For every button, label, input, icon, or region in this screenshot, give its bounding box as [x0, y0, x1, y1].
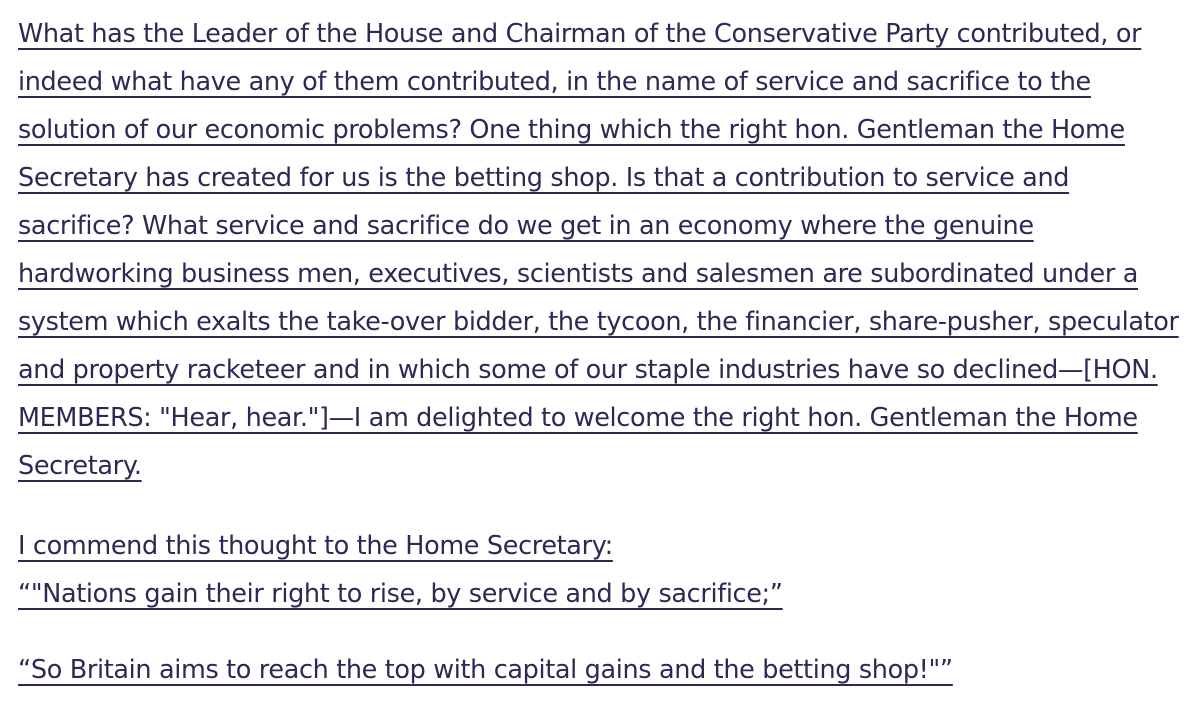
speech-paragraph-quote-2 — [18, 646, 1188, 694]
quote-line-1-link[interactable]: “"Nations gain their right to rise, by service and by sacrifice;” — [18, 579, 783, 609]
speech-text — [18, 10, 1188, 694]
speech-paragraph-main — [18, 10, 1188, 490]
speech-paragraph-main-link[interactable]: What has the Leader of the House and Chairman of the Conservative Party contributed, or indeed what have any of them contributed, in the name of service and sacrifice to the solution of our economic problems? One thing which the right hon. Gentleman the Home Secretary has created for us is the betting shop. Is that a contribution to service and sacrifice? What service and sacrifice do we get in an economy where the genuine hardworking business men, executives, scientists and salesmen are subordinated under a system which exalts the take-over bidder, the tycoon, the financier, share-pusher, speculator and property racketeer and in which some of our staple industries have so declined—[HON. MEMBERS: "Hear, hear."]—I am delighted to welcome the right hon. Gentleman the Home Secretary. — [18, 19, 1179, 481]
quote-line-2-link[interactable]: “So Britain aims to reach the top with capital gains and the betting shop!"” — [18, 655, 953, 685]
commend-intro-link[interactable]: I commend this thought to the Home Secretary: — [18, 531, 613, 561]
speech-paragraph-commend — [18, 522, 1188, 618]
